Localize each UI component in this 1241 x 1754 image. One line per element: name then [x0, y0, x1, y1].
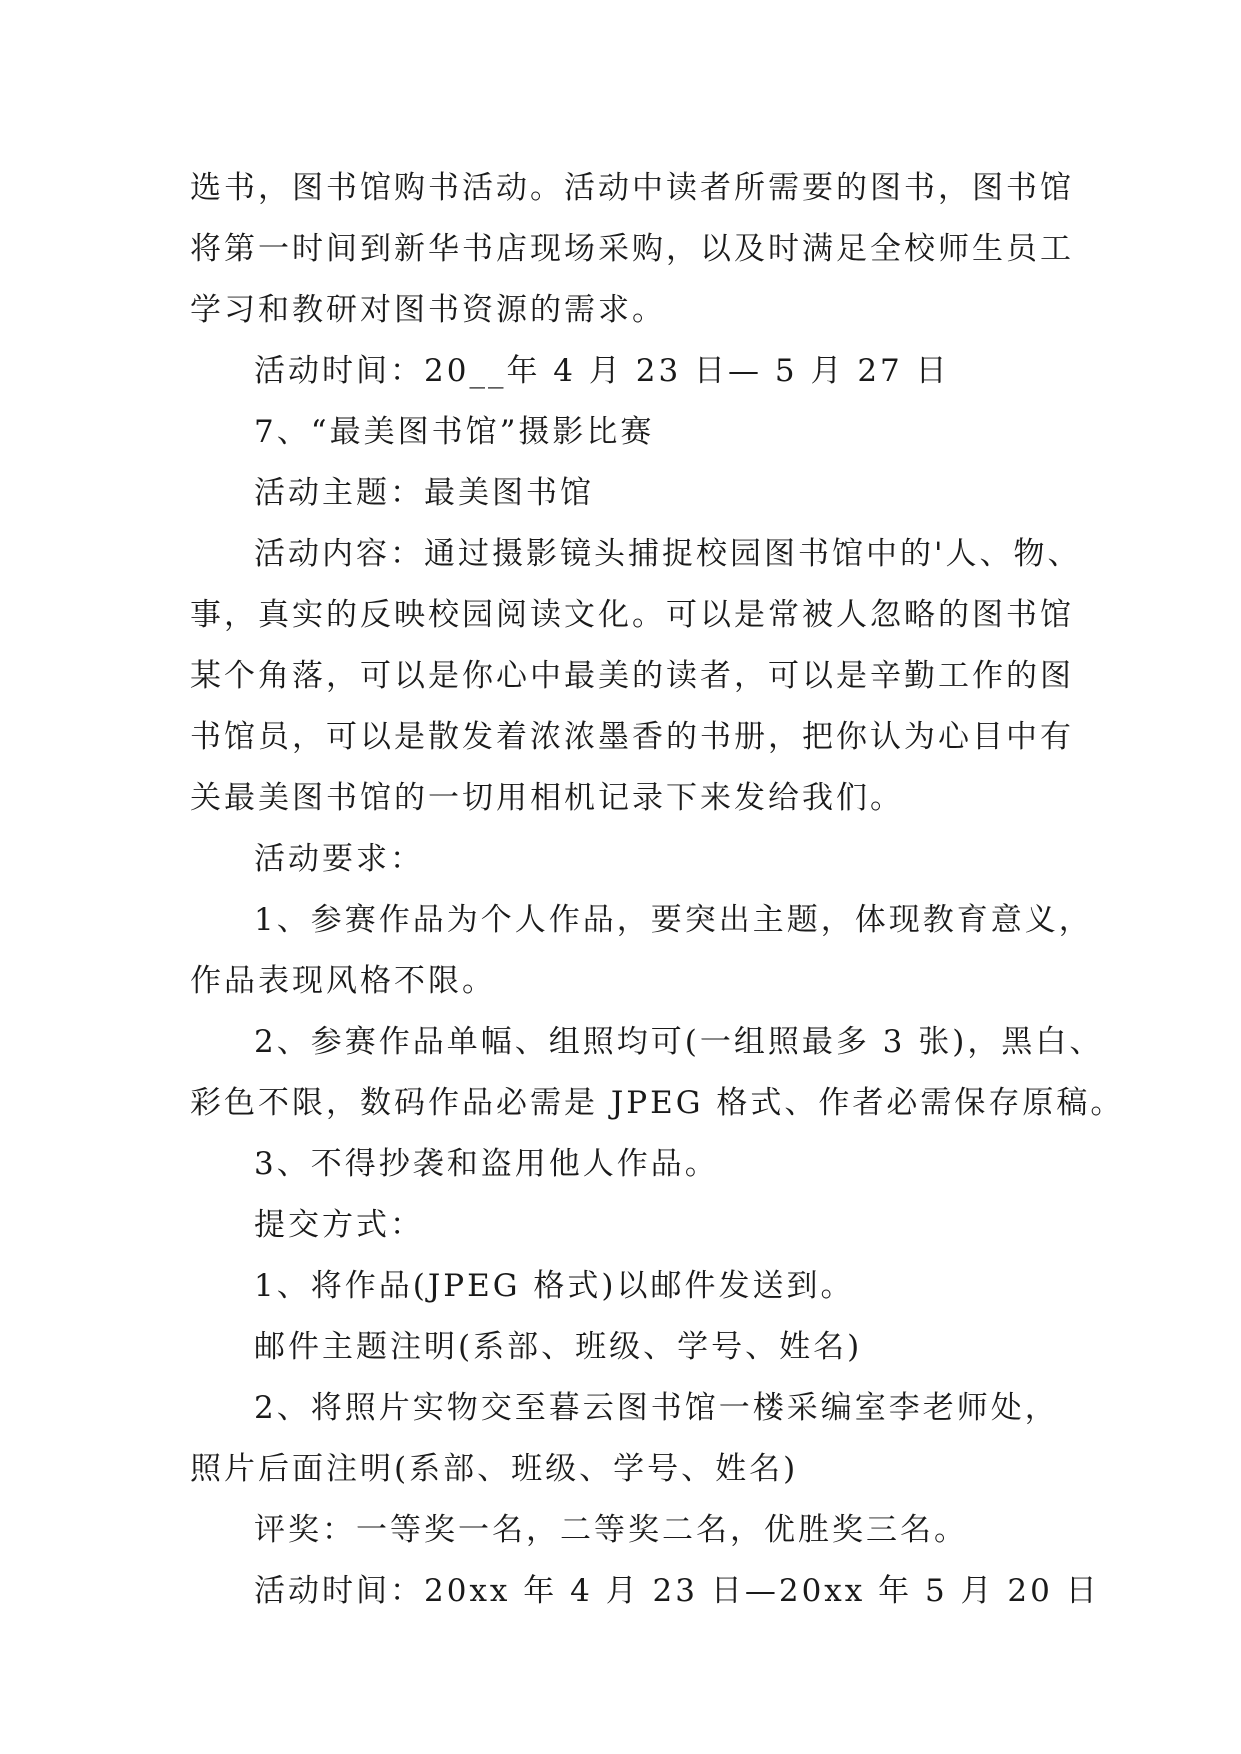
text-line: 学习和教研对图书资源的需求。 — [190, 292, 666, 328]
text-line: 关最美图书馆的一切用相机记录下来发给我们。 — [190, 780, 904, 816]
activity-time-line: 活动时间：20xx 年 4 月 23 日—20xx 年 5 月 20 日 — [254, 1573, 1100, 1609]
text-line: 书馆员，可以是散发着浓浓墨香的书册，把你认为心目中有 — [190, 719, 1074, 755]
submission-heading: 提交方式： — [254, 1207, 424, 1243]
document-body — [190, 158, 1125, 1622]
awards-line: 评奖：一等奖一名，二等奖二名，优胜奖三名。 — [254, 1512, 968, 1548]
requirement-item: 1、参赛作品为个人作品，要突出主题，体现教育意义， — [254, 902, 1093, 938]
activity-theme-line: 活动主题：最美图书馆 — [254, 475, 594, 511]
text-line: 作品表现风格不限。 — [190, 963, 496, 999]
text-line: 某个角落，可以是你心中最美的读者，可以是辛勤工作的图 — [190, 658, 1074, 694]
requirements-heading: 活动要求： — [254, 841, 424, 877]
submission-item: 2、将照片实物交至暮云图书馆一楼采编室李老师处， — [254, 1390, 1059, 1426]
activity-content-line: 活动内容：通过摄影镜头捕捉校园图书馆中的'人、物、 — [254, 536, 1082, 572]
activity-time-line: 活动时间：20__年 4 月 23 日— 5 月 27 日 — [254, 353, 950, 389]
requirement-item: 3、不得抄袭和盗用他人作品。 — [254, 1146, 719, 1182]
section-heading: 7、“最美图书馆”摄影比赛 — [254, 414, 655, 450]
text-line: 选书，图书馆购书活动。活动中读者所需要的图书，图书馆 — [190, 170, 1074, 206]
text-line: 事，真实的反映校园阅读文化。可以是常被人忽略的图书馆 — [190, 597, 1074, 633]
text-line: 将第一时间到新华书店现场采购，以及时满足全校师生员工 — [190, 231, 1074, 267]
submission-item: 1、将作品(JPEG 格式)以邮件发送到。 — [254, 1268, 855, 1304]
text-line: 彩色不限，数码作品必需是 JPEG 格式、作者必需保存原稿。 — [190, 1085, 1125, 1121]
text-line: 照片后面注明(系部、班级、学号、姓名) — [190, 1451, 799, 1487]
text-line: 邮件主题注明(系部、班级、学号、姓名) — [254, 1329, 863, 1365]
requirement-item: 2、参赛作品单幅、组照均可(一组照最多 3 张)，黑白、 — [254, 1024, 1104, 1060]
